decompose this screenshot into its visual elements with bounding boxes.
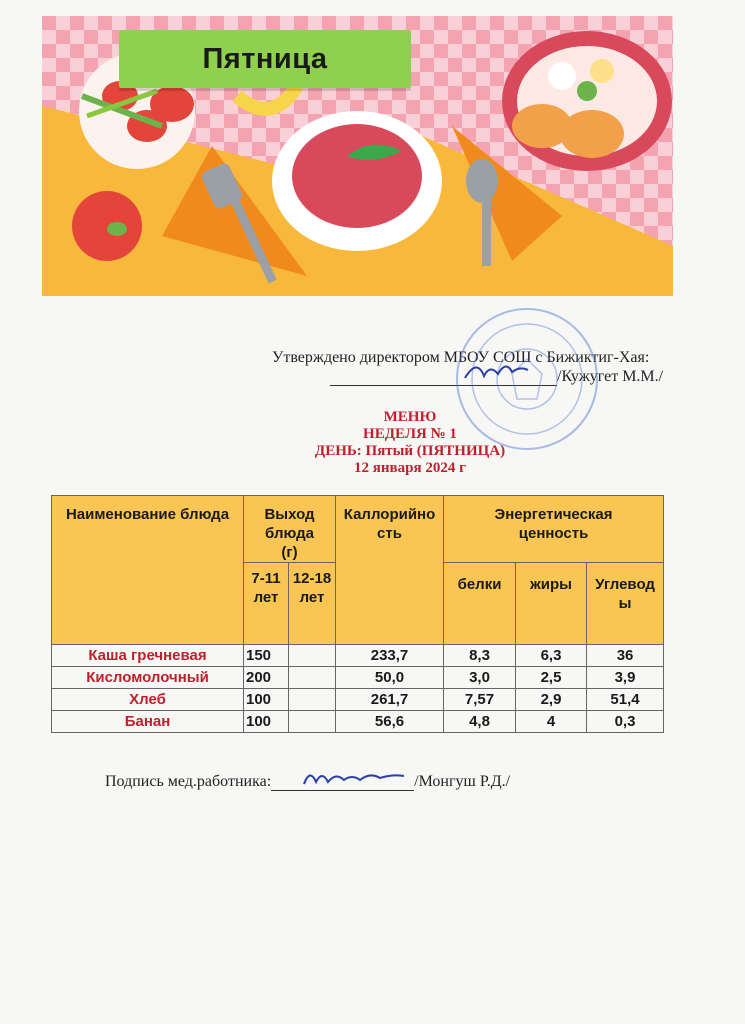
day-tab	[119, 30, 411, 88]
date-label: 12 января 2024 г	[354, 460, 466, 476]
dish-name: Кисломолочный	[52, 667, 244, 689]
carbs: 3,9	[587, 667, 664, 689]
yield-age2	[289, 689, 336, 711]
week-label: НЕДЕЛЯ № 1	[363, 426, 457, 442]
protein: 7,57	[444, 689, 516, 711]
day-label: ДЕНЬ: Пятый (ПЯТНИЦА)	[314, 443, 506, 459]
calories: 261,7	[336, 689, 444, 711]
calories: 233,7	[336, 645, 444, 667]
yield-age1: 200	[244, 667, 289, 689]
yield-age1: 150	[244, 645, 289, 667]
day-title: Пятница	[202, 42, 328, 75]
protein: 3,0	[444, 667, 516, 689]
table-row	[52, 689, 664, 711]
yield-age2	[289, 645, 336, 667]
yield-age1: 100	[244, 689, 289, 711]
dish-name: Каша гречневая	[52, 645, 244, 667]
dish-name: Банан	[52, 711, 244, 733]
yield-age1: 100	[244, 711, 289, 733]
medical-label: Подпись мед.работника:	[105, 773, 272, 790]
menu-table	[51, 495, 664, 733]
fat: 2,5	[516, 667, 587, 689]
fat: 6,3	[516, 645, 587, 667]
fat: 2,9	[516, 689, 587, 711]
menu-title: МЕНЮ	[383, 409, 437, 425]
yield-age2	[289, 711, 336, 733]
menu-banner	[42, 16, 673, 296]
carbs: 51,4	[587, 689, 664, 711]
medical-signature	[300, 764, 410, 792]
table-row	[52, 711, 664, 733]
medical-name: /Монгуш Р.Д./	[414, 773, 511, 790]
director-name: /Кужугет М.М./	[557, 368, 664, 385]
carbs: 36	[587, 645, 664, 667]
col-yield-header: Выход блюда (г)	[244, 496, 336, 563]
col-name-header: Наименование блюда	[52, 496, 244, 645]
calories: 56,6	[336, 711, 444, 733]
carbs: 0,3	[587, 711, 664, 733]
col-age1-header: 7-11 лет	[244, 563, 289, 645]
table-row	[52, 645, 664, 667]
col-energy-header: Энергетическая ценность	[444, 496, 664, 563]
protein: 4,8	[444, 711, 516, 733]
dish-name: Хлеб	[52, 689, 244, 711]
yield-age2	[289, 667, 336, 689]
col-fat-header: жиры	[516, 563, 587, 645]
table-row	[52, 667, 664, 689]
director-signature	[462, 356, 532, 386]
protein: 8,3	[444, 645, 516, 667]
calories: 50,0	[336, 667, 444, 689]
col-calories-header: Каллорийность	[336, 496, 444, 645]
fat: 4	[516, 711, 587, 733]
col-protein-header: белки	[444, 563, 516, 645]
col-carbs-header: Углеводы	[587, 563, 664, 645]
col-age2-header: 12-18 лет	[289, 563, 336, 645]
approval-text: Утверждено директором МБОУ СОШ с Бижиктиг-Хая:	[272, 349, 650, 366]
